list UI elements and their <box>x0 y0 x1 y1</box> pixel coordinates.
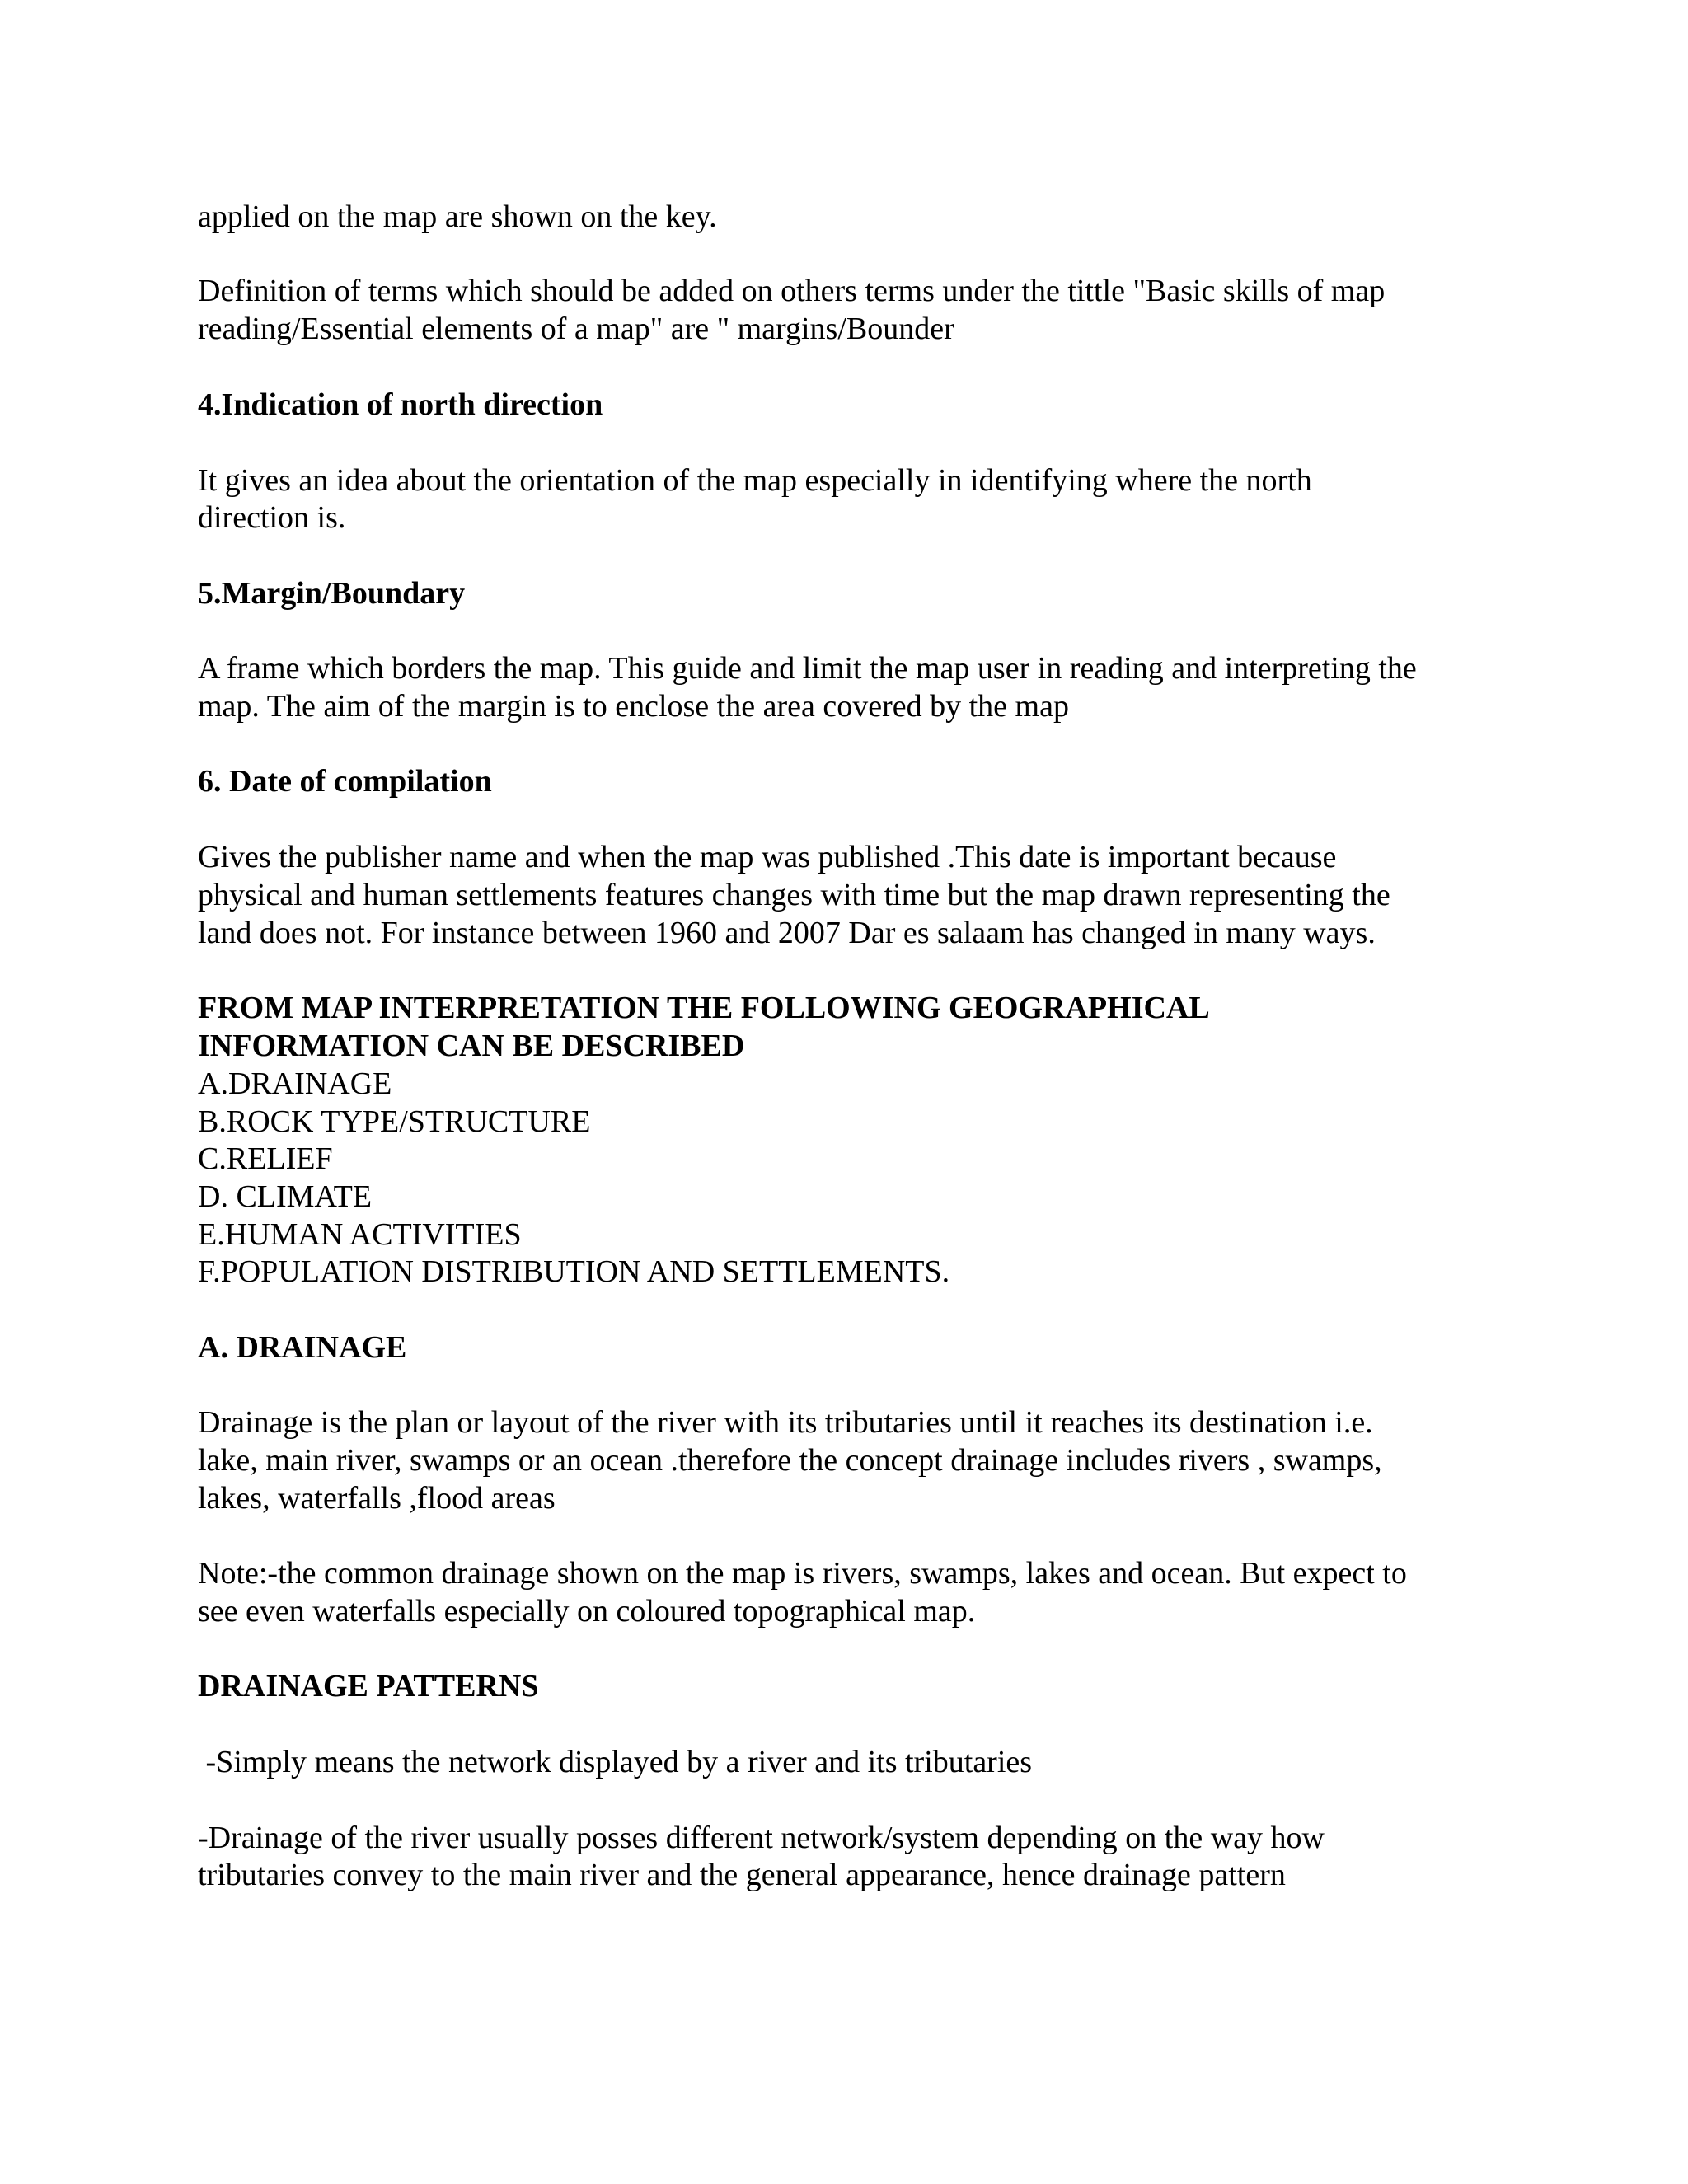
paragraph-date-line-1: Gives the publisher name and when the map was published .This date is important because <box>198 840 1337 874</box>
paragraph-date-line-2: physical and human settlements features changes with time but the map drawn representing the <box>198 878 1390 912</box>
heading-geographical-info-line-2: INFORMATION CAN BE DESCRIBED <box>198 1029 745 1063</box>
list-item-human-activities: E.HUMAN ACTIVITIES <box>198 1217 522 1252</box>
list-item-relief: C.RELIEF <box>198 1141 333 1176</box>
paragraph-note-line-1: Note:-the common drainage shown on the map is rivers, swamps, lakes and ocean. But expect to <box>198 1556 1407 1591</box>
list-item-drainage: A.DRAINAGE <box>198 1066 392 1101</box>
paragraph-drainage-line-1: Drainage is the plan or layout of the river with its tributaries until it reaches its destination i.e. <box>198 1405 1373 1440</box>
paragraph-north-line-2: direction is. <box>198 500 346 535</box>
paragraph-note-line-2: see even waterfalls especially on coloured topographical map. <box>198 1594 976 1629</box>
paragraph-definition-line-2: reading/Essential elements of a map" are " margins/Bounder <box>198 312 954 346</box>
list-item-population: F.POPULATION DISTRIBUTION AND SETTLEMENTS. <box>198 1254 950 1289</box>
list-item-climate: D. CLIMATE <box>198 1179 373 1214</box>
paragraph-drainage-line-2: lake, main river, swamps or an ocean .therefore the concept drainage includes rivers , swamps, <box>198 1443 1382 1478</box>
paragraph-margin-line-1: A frame which borders the map. This guide and limit the map user in reading and interpreting the <box>198 651 1417 686</box>
paragraph-north-line-1: It gives an idea about the orientation of the map especially in identifying where the north <box>198 463 1312 498</box>
heading-north-direction: 4.Indication of north direction <box>198 387 603 422</box>
paragraph-margin-line-2: map. The aim of the margin is to enclose the area covered by the map <box>198 689 1069 724</box>
heading-drainage: A. DRAINAGE <box>198 1330 407 1365</box>
paragraph-date-line-3: land does not. For instance between 1960 and 2007 Dar es salaam has changed in many ways. <box>198 916 1376 950</box>
paragraph-drainage-line-3: lakes, waterfalls ,flood areas <box>198 1481 556 1516</box>
list-item-rock-type: B.ROCK TYPE/STRUCTURE <box>198 1104 591 1139</box>
heading-drainage-patterns: DRAINAGE PATTERNS <box>198 1669 539 1704</box>
heading-margin-boundary: 5.Margin/Boundary <box>198 576 466 611</box>
paragraph-definition-line-1: Definition of terms which should be added on others terms under the tittle "Basic skills of map <box>198 274 1386 308</box>
paragraph-key-line: applied on the map are shown on the key. <box>198 199 717 234</box>
paragraph-network-line-2: tributaries convey to the main river and the general appearance, hence drainage pattern <box>198 1858 1286 1892</box>
paragraph-simply: -Simply means the network displayed by a river and its tributaries <box>198 1745 1033 1779</box>
heading-date-compilation: 6. Date of compilation <box>198 764 492 799</box>
heading-geographical-info-line-1: FROM MAP INTERPRETATION THE FOLLOWING GEOGRAPHICAL <box>198 991 1210 1025</box>
paragraph-network-line-1: -Drainage of the river usually posses different network/system depending on the way how <box>198 1821 1325 1855</box>
